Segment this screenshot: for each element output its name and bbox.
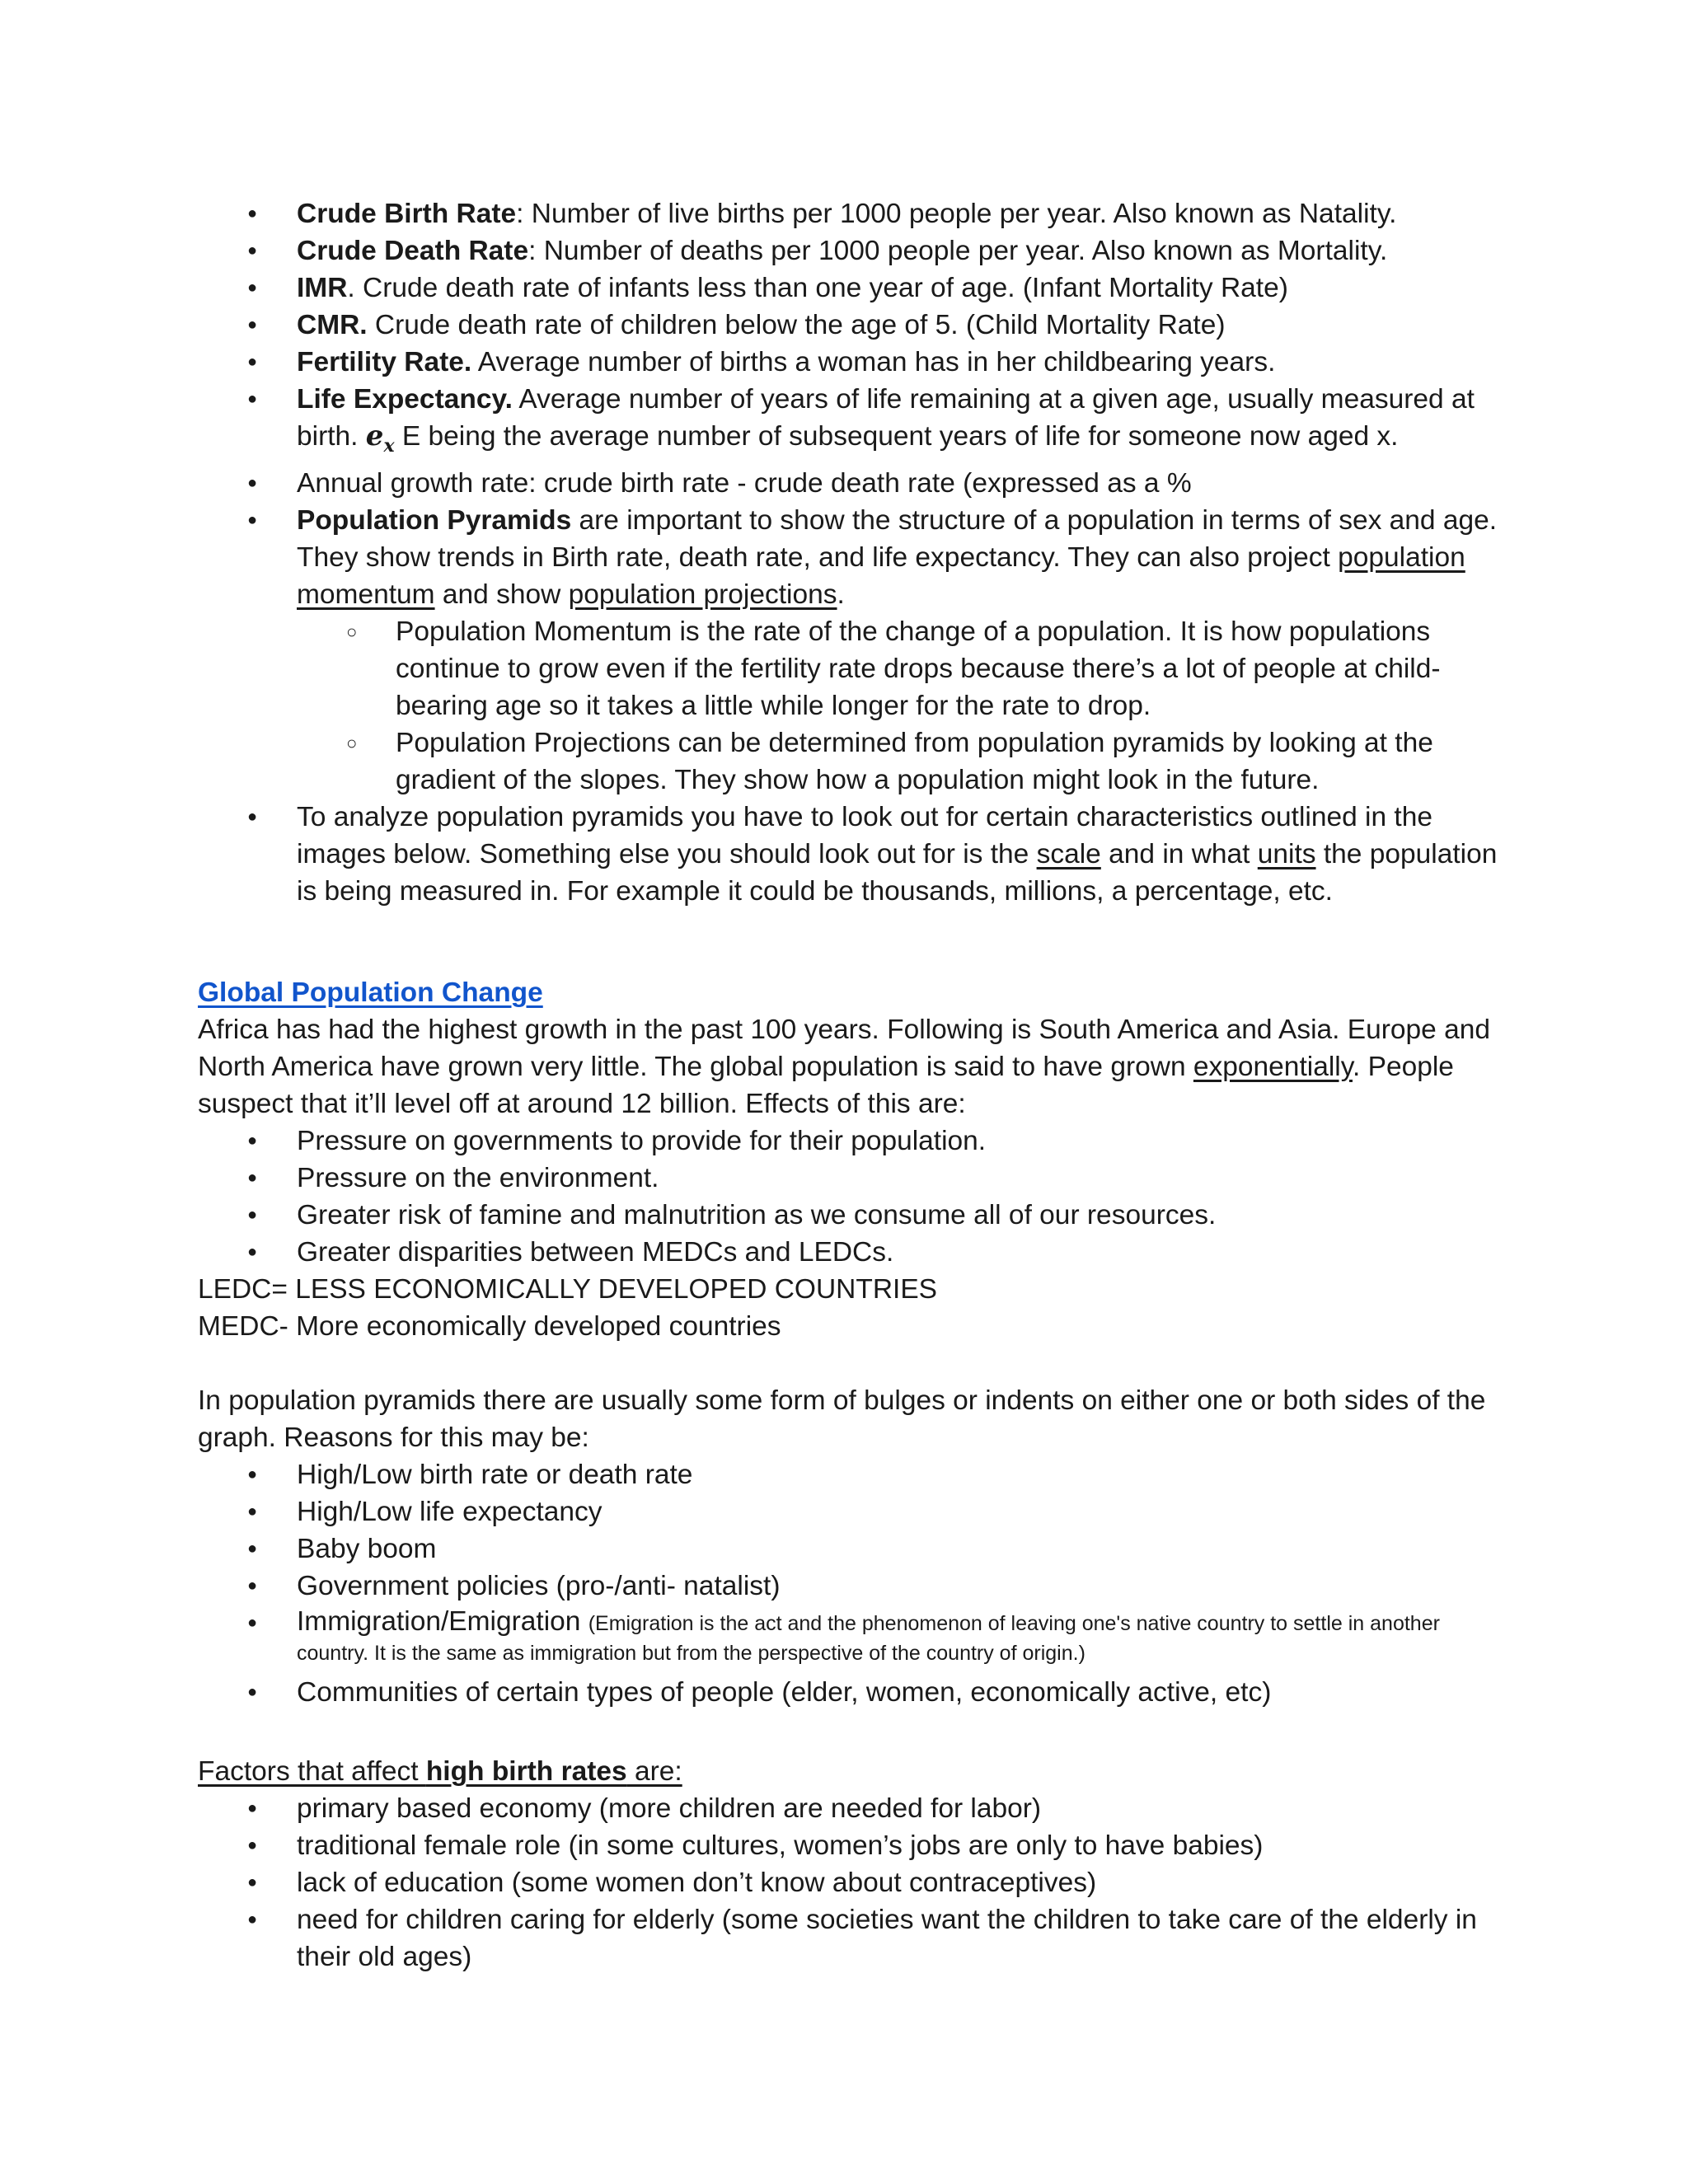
term-population-pyramids: Population Pyramids xyxy=(297,504,572,536)
population-projections-link: population projections xyxy=(568,579,837,610)
heading-bold-text: high birth rates xyxy=(425,1756,627,1787)
pyramid-sublist xyxy=(198,613,1517,799)
definition-text: Average number of births a woman has in her childbearing years. xyxy=(471,347,1276,377)
population-momentum-link: population momentum xyxy=(297,541,1465,610)
list-item xyxy=(198,502,1517,799)
definition-text: : Number of live births per 1000 people per year. Also known as Natality. xyxy=(516,199,1397,229)
term-fertility-rate: Fertility Rate. xyxy=(297,347,472,377)
immigration-text: Immigration/Emigration xyxy=(297,1606,588,1637)
list-item xyxy=(198,381,1517,465)
factors-section xyxy=(198,1753,1517,1975)
units-word: units xyxy=(1257,838,1316,869)
symbol-base: e xyxy=(365,419,384,452)
list-item: ● lack of education (some women don’t know about contraceptives) xyxy=(198,1864,1517,1901)
sublist-item xyxy=(198,724,1517,799)
list-item xyxy=(198,269,1517,307)
list-item: ● need for children caring for elderly (some societies want the children to take care of the elderly in their old ages) xyxy=(198,1901,1517,1975)
list-item: ● Government policies (pro-/anti- natalist) xyxy=(198,1568,1517,1605)
heading-text: are: xyxy=(626,1756,682,1787)
analyze-text: and in what xyxy=(1100,838,1258,869)
symbol-subscript: x xyxy=(383,434,395,457)
definition-text: are important to show the structure of a population in terms of sex and age. They show trends in Birth rate, death rate, and life expectancy. They can also project xyxy=(297,504,1498,573)
list-item: ● Pressure on the environment. xyxy=(198,1160,1517,1197)
definition-text: : Number of deaths per 1000 people per year. Also known as Mortality. xyxy=(528,236,1388,266)
momentum-text: Population Momentum is the rate of the change of a population. It is how populations continue to grow even if the fertility rate drops because there’s a lot of people at child-bearing age so it takes a little while longer for the rate to drop. xyxy=(396,616,1441,721)
global-population-section xyxy=(198,974,1517,1345)
term-crude-death-rate: Crude Death Rate xyxy=(297,236,529,266)
term-crude-birth-rate: Crude Birth Rate xyxy=(297,199,517,229)
sublist-item xyxy=(198,613,1517,724)
definition-text: Crude death rate of children below the age of 5. (Child Mortality Rate) xyxy=(367,310,1226,340)
analyze-text: the population is being measured in. For example it could be thousands, millions, a percentage, etc. xyxy=(297,838,1498,907)
projection-text: Population Projections can be determined from population pyramids by looking at the gradient of the slopes. They show how a population might look in the future. xyxy=(396,727,1433,795)
definition-text: Average number of years of life remaining at a given age, usually measured at birth. xyxy=(297,384,1475,452)
scale-word: scale xyxy=(1036,838,1101,869)
definition-text: . xyxy=(837,579,845,610)
reasons-list xyxy=(198,1456,1517,1711)
factors-heading xyxy=(198,1753,1517,1790)
definitions-list xyxy=(198,195,1517,910)
exponentially-word: exponentially xyxy=(1193,1052,1353,1082)
global-population-heading[interactable]: Global Population Change xyxy=(198,977,543,1008)
term-cmr: CMR. xyxy=(297,310,368,340)
list-item: ● Pressure on governments to provide for their population. xyxy=(198,1122,1517,1160)
heading-text: Factors that affect xyxy=(198,1756,426,1787)
list-item: ● Greater risk of famine and malnutrition as we consume all of our resources. xyxy=(198,1197,1517,1234)
list-item xyxy=(198,465,1517,502)
list-item xyxy=(198,344,1517,381)
life-expectancy-symbol xyxy=(365,419,395,457)
list-item xyxy=(198,195,1517,232)
term-imr: IMR xyxy=(297,273,348,303)
list-item: ● Baby boom xyxy=(198,1530,1517,1568)
factors-list xyxy=(198,1790,1517,1975)
medc-definition: MEDC- More economically developed countries xyxy=(198,1311,781,1342)
bulges-intro: In population pyramids there are usually some form of bulges or indents on either one or both sides of the graph. Reasons for this may be: xyxy=(198,1385,1486,1453)
definition-text: E being the average number of subsequent years of life for someone now aged x. xyxy=(394,421,1399,452)
list-item: ● Communities of certain types of people (elder, women, economically active, etc) xyxy=(198,1674,1517,1711)
term-life-expectancy: Life Expectancy. xyxy=(297,384,513,415)
ledc-definition: LEDC= LESS ECONOMICALLY DEVELOPED COUNTRIES xyxy=(198,1274,938,1305)
definition-text: . Crude death rate of infants less than one year of age. (Infant Mortality Rate) xyxy=(347,273,1288,303)
growth-rate-text: Annual growth rate: crude birth rate - crude death rate (expressed as a % xyxy=(297,467,1192,499)
list-item: ● High/Low birth rate or death rate xyxy=(198,1456,1517,1493)
global-population-paragraph xyxy=(198,1011,1517,1122)
list-item xyxy=(198,232,1517,269)
list-item xyxy=(198,799,1517,910)
bulges-section xyxy=(198,1382,1517,1711)
list-item xyxy=(198,1605,1517,1674)
effects-list xyxy=(198,1122,1517,1271)
list-item: ● Greater disparities between MEDCs and LEDCs. xyxy=(198,1234,1517,1271)
list-item: ● primary based economy (more children are needed for labor) xyxy=(198,1790,1517,1827)
emigration-note: (Emigration is the act and the phenomenon of leaving one's native country to settle in another country. It is the same as immigration but from the perspective of the country of origin.) xyxy=(297,1612,1440,1665)
paragraph-text: . People suspect that it’ll level off at around 12 billion. Effects of this are: xyxy=(198,1052,1454,1119)
list-item xyxy=(198,307,1517,344)
definition-text: and show xyxy=(434,579,569,610)
definitions-section xyxy=(198,195,1517,910)
list-item: ● traditional female role (in some cultures, women’s jobs are only to have babies) xyxy=(198,1827,1517,1864)
list-item: ● High/Low life expectancy xyxy=(198,1493,1517,1530)
analyze-text: To analyze population pyramids you have to look out for certain characteristics outlined in the images below. Something else you should look out for is the xyxy=(297,801,1432,869)
paragraph-text: Africa has had the highest growth in the past 100 years. Following is South America and Asia. Europe and North America have grown very little. The global population is said to have grown xyxy=(198,1015,1490,1082)
